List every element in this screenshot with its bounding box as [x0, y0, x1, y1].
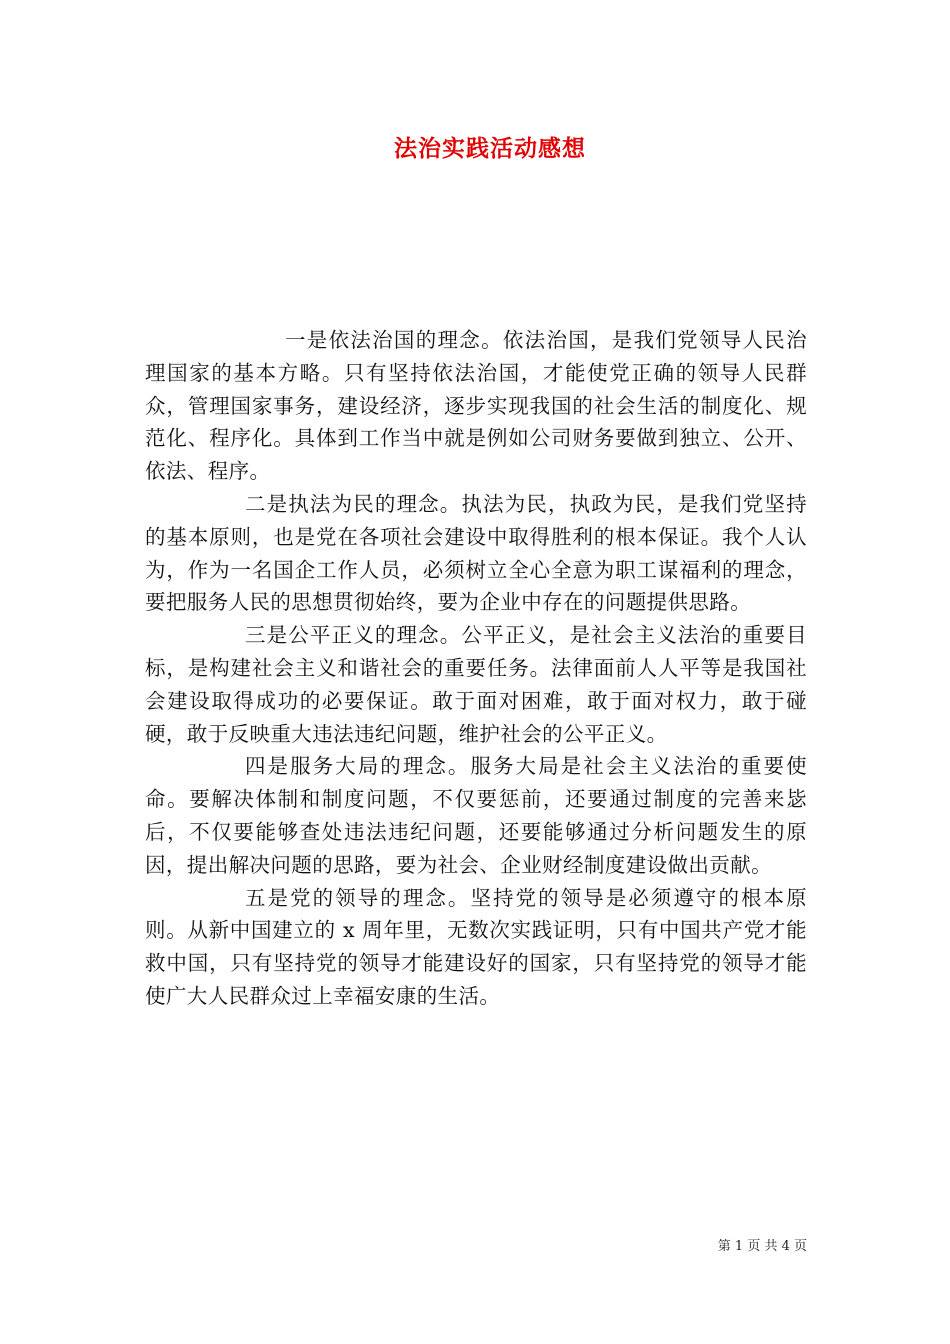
paragraph-2: 二是执法为民的理念。执法为民，执政为民，是我们党坚持的基本原则，也是党在各项社会建设中取得胜利的根本保证。我个人认为，作为一名国企工作人员，必须树立全心全意为职工谋福利的理念，要把服务人民的思想贯彻始终，要为企业中存在的问题提供思路。 — [145, 491, 807, 615]
paragraph-1: 一是依法治国的理念。依法治国，是我们党领导人民治理国家的基本方略。只有坚持依法治国，才能使党正确的领导人民群众，管理国家事务，建设经济，逐步实现我国的社会生活的制度化、规范化、程序化。具体到工作当中就是例如公司财务要做到独立、公开、依法、程序。 — [145, 328, 807, 484]
document-body — [145, 324, 807, 1013]
paragraph-5: 五是党的领导的理念。坚持党的领导是必须遵守的根本原则。从新中国建立的 x 周年里，无数次实践证明，只有中国共产党才能救中国，只有坚持党的领导才能建设好的国家，只有坚持党的领导才能使广大人民群众过上幸福安康的生活。 — [145, 885, 807, 1008]
paragraph-3: 三是公平正义的理念。公平正义，是社会主义法治的重要目标，是构建社会主义和谐社会的重要任务。法律面前人人平等是我国社会建设取得成功的必要保证。敢于面对困难，敢于面对权力，敢于碰硬，敢于反映重大违法违纪问题，维护社会的公平正义。 — [145, 623, 807, 746]
page-number-footer: 第 1 页 共 4 页 — [717, 1239, 807, 1254]
paragraph-4: 四是服务大局的理念。服务大局是社会主义法治的重要使命。要解决体制和制度问题，不仅要惩前，还要通过制度的完善来毖后，不仅要能够查处违法违纪问题，还要能够通过分析问题发生的原因，提出解决问题的思路，要为社会、企业财经制度建设做出贡献。 — [145, 754, 807, 877]
document-title: 法治实践活动感想 — [394, 136, 586, 162]
